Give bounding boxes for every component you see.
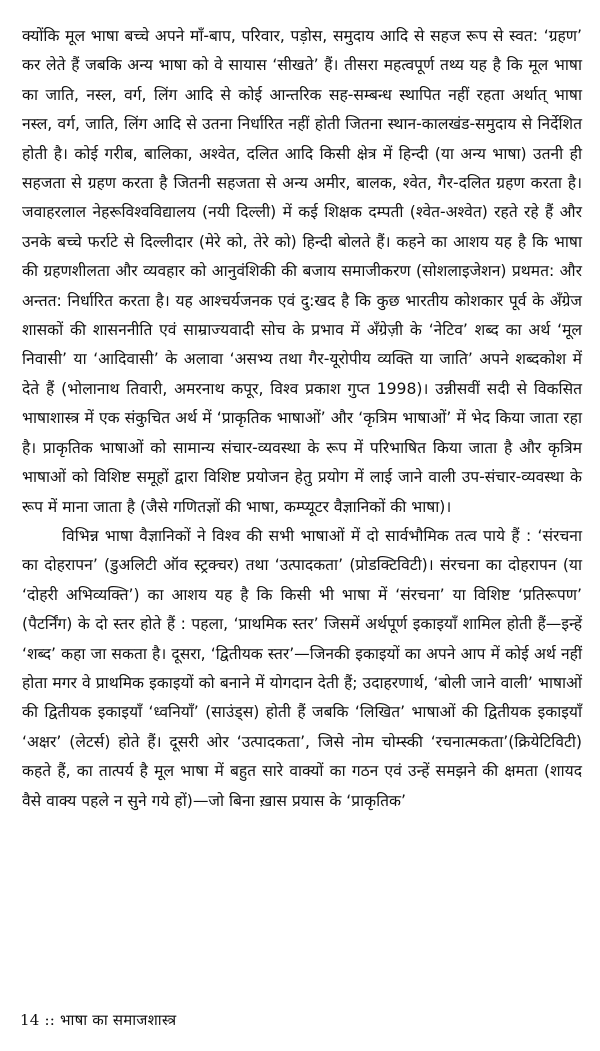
page-footer [20, 1010, 176, 1030]
page-number: 14 [20, 1011, 40, 1029]
paragraph-2: विभिन्न भाषा वैज्ञानिकों ने विश्व की सभी भाषाओं में दो सार्वभौमिक तत्व पाये हैं : ‘संरचना का दोहरापन’ (डुअलिटी ऑव स्ट्रक्चर) तथा ‘उत्पादकता’ (प्रोडक्टिविटी)। संरचना का दोहरापन (या ‘दोहरी अभिव्यक्ति’) का आशय यह है कि किसी भी भाषा में ‘संरचना’ या विशिष्ट ‘प्रतिरूपण’ (पैटर्निंग) के दो स्तर होते हैं : पहला, ‘प्राथमिक स्तर’ जिसमें अर्थपूर्ण इकाइयाँ शामिल होती हैं—इन्हें ‘शब्द’ कहा जा सकता है। दूसरा, ‘द्वितीयक स्तर’—जिनकी इकाइयों का अपने आप में कोई अर्थ नहीं होता मगर वे प्राथमिक इकाइयों को बनाने में योगदान देती हैं; उदाहरणार्थ, ‘बोली जाने वाली’ भाषाओं की द्वितीयक इकाइयाँ ‘ध्वनियाँ’ (साउंड्स) होती हैं जबकि ‘लिखित’ भाषाओं की द्वितीयक इकाइयाँ ‘अक्षर’ (लेटर्स) होते हैं। दूसरी ओर ‘उत्पादकता’, जिसे नोम चोम्स्की ‘रचनात्मकता’(क्रियेटिविटी) कहते हैं, का तात्पर्य है मूल भाषा में बहुत सारे वाक्यों का गठन एवं उन्हें समझने की क्षमता (शायद वैसे वाक्य पहले न सुने गये हों)—जो बिना ख़ास प्रयास के ‘प्राकृतिक’ [22, 526, 582, 810]
paragraph-1: क्योंकि मूल भाषा बच्चे अपने माँ-बाप, परिवार, पड़ोस, समुदाय आदि से सहज रूप से स्वत: ‘ग्रहण’ कर लेते हैं जबकि अन्य भाषा को वे सायास ‘सीखते’ हैं। तीसरा महत्वपूर्ण तथ्य यह है कि मूल भाषा का जाति, नस्ल, वर्ग, लिंग आदि से कोई आन्तरिक सह-सम्बन्ध स्थापित नहीं रहता अर्थात् भाषा नस्ल, वर्ग, जाति, लिंग आदि से उतना निर्धारित नहीं होती जितना स्थान-कालखंड-समुदाय से निर्देशित होती है। कोई गरीब, बालिका, अश्वेत, दलित आदि किसी क्षेत्र में हिन्दी (या अन्य भाषा) उतनी ही सहजता से ग्रहण करता है जितनी सहजता से अन्य अमीर, बालक, श्वेत, गैर-दलित ग्रहण करता है। जवाहरलाल नेहरूविश्वविद्यालय (नयी दिल्ली) में कई शिक्षक दम्पती (श्वेत-अश्वेत) रहते रहे हैं और उनके बच्चे फर्राटे से दिल्लीदार (मेरे को, तेरे को) हिन्दी बोलते हैं। कहने का आशय यह है कि भाषा की ग्रहणशीलता और व्यवहार को आनुवंशिकी की बजाय समाजीकरण (सोशलाइजेशन) प्रथमत: और अन्तत: निर्धारित करता है। यह आश्चर्यजनक एवं दु:खद है कि कुछ भारतीय कोशकार पूर्व के अँग्रेज शासकों की शासननीति एवं साम्राज्यवादी सोच के प्रभाव में अँग्रेज़ी के ‘नेटिव’ शब्द का अर्थ ‘मूल निवासी’ या ‘आदिवासी’ के अलावा ‘असभ्य तथा गैर-यूरोपीय व्यक्ति या जाति’ अपने शब्दकोश में देते हैं (भोलानाथ तिवारी, अमरनाथ कपूर, विश्व प्रकाश गुप्त 1998)। उन्नीसवीं सदी से विकसित भाषाशास्त्र में एक संकुचित अर्थ में ‘प्राकृतिक भाषाओं’ और ‘कृत्रिम भाषाओं’ में भेद किया जाता रहा है। प्राकृतिक भाषाओं को सामान्य संचार-व्यवस्था के रूप में परिभाषित किया जाता है और कृत्रिम भाषाओं को विशिष्ट समूहों द्वारा विशिष्ट प्रयोजन हेतु प्रयोग में लाई जाने वाली उप-संचार-व्यवस्था के रूप में माना जाता है (जैसे गणितज्ञों की भाषा, कम्प्यूटर वैज्ञानिकों की भाषा)। [22, 27, 582, 516]
page-body [22, 22, 582, 816]
footer-separator: :: [44, 1011, 55, 1029]
book-title: भाषा का समाजशास्त्र [59, 1011, 177, 1029]
